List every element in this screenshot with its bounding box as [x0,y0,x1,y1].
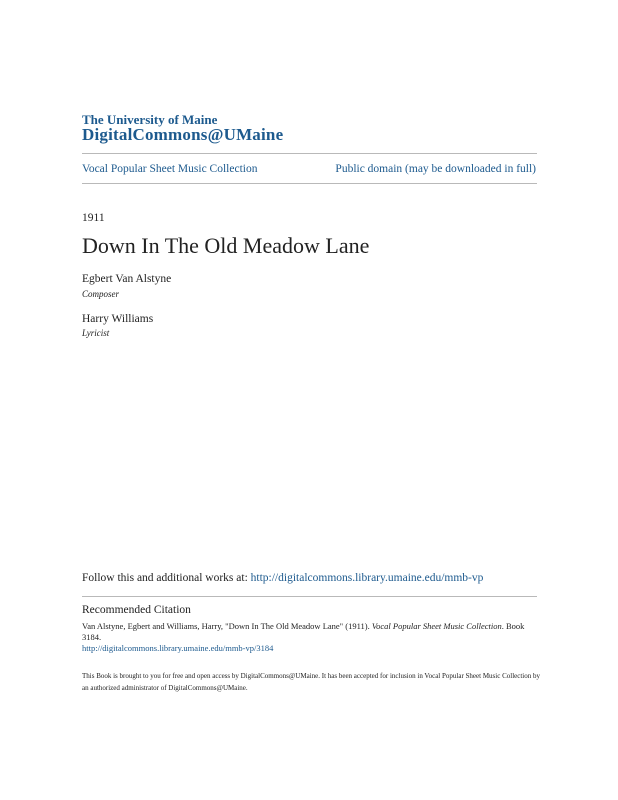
publication-year: 1911 [82,212,105,224]
institution-name: The University of Maine [82,112,218,127]
citation-series: Vocal Popular Sheet Music Collection [371,621,502,631]
document-title: Down In The Old Meadow Lane [82,233,370,258]
divider-middle [82,183,537,184]
divider-top [82,153,537,154]
follow-label: Follow this and additional works at: [82,572,248,584]
citation-authors: Van Alstyne, Egbert and Williams, Harry, "Down In The Old Meadow Lane" (1911). [82,621,372,631]
citation-link[interactable]: http://digitalcommons.library.umaine.edu/mmb-vp/3184 [82,643,274,653]
rights-link[interactable]: Public domain (may be downloaded in full) [335,163,536,175]
citation-heading: Recommended Citation [82,604,191,616]
citation-text [82,621,542,654]
citation-book: . Book 3184. [82,621,525,642]
contributor-role: Lyricist [82,328,110,338]
follow-link[interactable]: http://digitalcommons.library.umaine.edu/mmb-vp [250,572,484,584]
access-notice: This Book is brought to you for free and open access by DigitalCommons@UMaine. It has been accepted for inclusion in Vocal Popular Sheet Music Collection by an authorized administrator of DigitalCommons@UMaine. [82,672,540,692]
follow-line [82,572,483,584]
contributor-role: Composer [82,289,120,299]
contributor-name: Harry Williams [82,313,154,325]
divider-bottom [82,596,537,597]
collection-link[interactable]: Vocal Popular Sheet Music Collection [82,163,258,175]
repository-name[interactable]: DigitalCommons@UMaine [82,125,284,144]
contributor-name: Egbert Van Alstyne [82,273,172,285]
